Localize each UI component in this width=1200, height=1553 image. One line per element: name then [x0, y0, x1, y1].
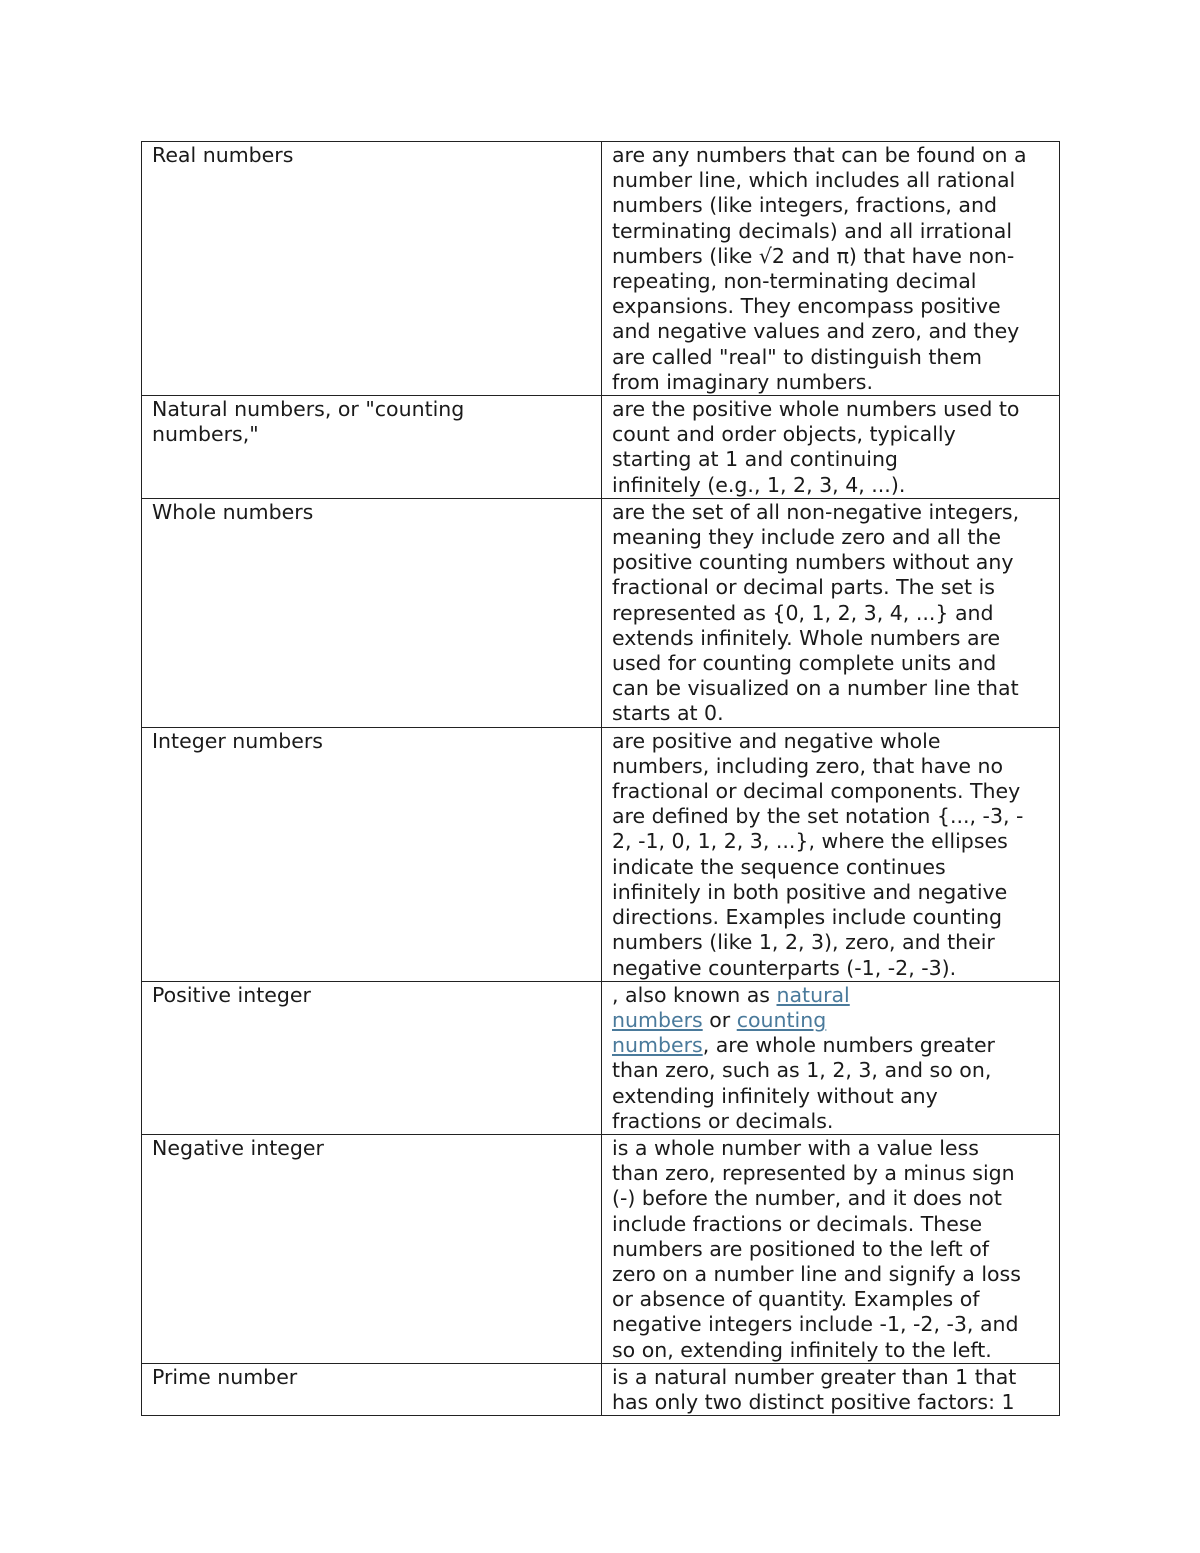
- definition-cell: are the set of all non-negative integers, meaning they include zero and all the positive counting numbers without any fractional or decimal parts. The set is represented as {0, 1, 2, 3, 4, ...} and extends infinitely. Whole numbers are used for counting complete units and can be visualized on a number line that starts at 0.: [602, 498, 1060, 727]
- definition-text: , also known as: [612, 982, 777, 1007]
- table-row: [142, 142, 1060, 396]
- term-cell: Natural numbers, or "counting numbers,": [142, 396, 602, 499]
- definition-cell: are the positive whole numbers used to count and order objects, typically starting at 1 and continuing infinitely (e.g., 1, 2, 3, 4, ...).: [602, 396, 1060, 499]
- term-cell: Integer numbers: [142, 727, 602, 981]
- table-row: [142, 727, 1060, 981]
- table-row: [142, 981, 1060, 1134]
- term-cell: Real numbers: [142, 142, 602, 396]
- definition-text: or: [702, 1007, 737, 1032]
- definition-cell: [602, 981, 1060, 1134]
- definition-cell: are positive and negative whole numbers, including zero, that have no fractional or decimal components. They are defined by the set notation {..., -3, - 2, -1, 0, 1, 2, 3, ...}, where the ellipses indicate the sequence continues infinitely in both positive and negative directions. Examples include counting numbers (like 1, 2, 3), zero, and their negative counterparts (-1, -2, -3).: [602, 727, 1060, 981]
- natural-numbers-link[interactable]: natural numbers: [612, 982, 850, 1032]
- table-row: [142, 1363, 1060, 1415]
- counting-numbers-link[interactable]: counting numbers: [612, 1007, 827, 1058]
- term-cell: Prime number: [142, 1363, 602, 1415]
- term-cell: Positive integer: [142, 981, 602, 1134]
- definition-cell: are any numbers that can be found on a number line, which includes all rational numbers (like integers, fractions, and terminating decimals) and all irrational numbers (like √2 and π) that have non- repeating, non-terminating decimal expansions. They encompass positive and negative values and zero, and they are called "real" to distinguish them from imaginary numbers.: [602, 142, 1060, 396]
- table-row: [142, 396, 1060, 499]
- term-cell: Negative integer: [142, 1134, 602, 1363]
- table-row: [142, 1134, 1060, 1363]
- term-cell: Whole numbers: [142, 498, 602, 727]
- definition-text: , are whole numbers greater than zero, such as 1, 2, 3, and so on, extending infinitely without any fractions or decimals.: [612, 1033, 995, 1133]
- table-row: [142, 498, 1060, 727]
- definitions-table: [141, 141, 1060, 1416]
- definition-cell: is a natural number greater than 1 that has only two distinct positive factors: 1: [602, 1363, 1060, 1415]
- definition-cell: is a whole number with a value less than zero, represented by a minus sign (-) before the number, and it does not include fractions or decimals. These numbers are positioned to the left of zero on a number line and signify a loss or absence of quantity. Examples of negative integers include -1, -2, -3, and so on, extending infinitely to the left.: [602, 1134, 1060, 1363]
